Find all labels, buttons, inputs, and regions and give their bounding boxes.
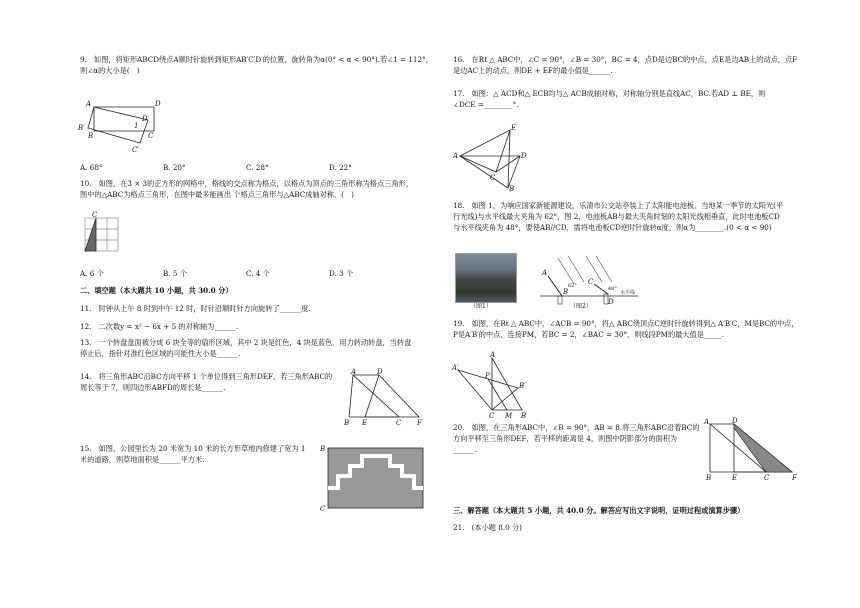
q10-option-a: A. 6 个 [80,269,104,278]
q10-option-d: D. 3 个 [329,269,354,278]
q9-label-bprime: B′ [78,124,85,132]
question-18-photo [455,253,517,303]
q9-label-dprime: D′ [142,115,150,123]
q17-label-b: B [509,185,515,193]
q9-label-d: D [155,100,161,108]
question-20-line2: 方向平移至三角形DEF，若平移的距离是 4，则图中阴影部分的面积为 [453,434,678,444]
q18-label-horizontal: 水平线 [620,290,636,296]
q9-label-b: B [88,132,94,140]
section-2-heading: 二、填空题（本大题共 10 小题，共 30.0 分） [80,286,233,295]
q18-fig2-caption: （图2） [570,303,592,310]
question-9 [80,54,433,76]
q9-option-c: C. 28° [246,163,269,172]
q17-label-a: A [453,152,459,160]
question-9-figure [78,100,162,160]
q14-label-d: D [377,368,383,376]
q17-label-c: C [490,174,496,182]
q14-label-e: E [362,419,368,427]
question-15-figure [320,444,430,514]
q14-label-b: B [344,419,350,427]
question-20-line1: 20. 如图，在三角形ABC中，∠B = 90°，AB = 8.将三角形ABC沿着BC的 [453,423,700,432]
q20-label-c: C [764,474,770,482]
q18-label-c: C [588,278,594,286]
q19-label-aprime: A′ [452,364,459,372]
question-19 [453,318,799,340]
q14-label-c: C [396,419,402,427]
q18-label-a: A [542,269,548,277]
q19-label-c: C [489,412,495,420]
question-11: 11. 时钟从上午 8 时到中午 12 时，时针沿顺时针方向旋转了______度. [80,304,311,313]
q9-label-cprime: C′ [132,146,139,154]
q9-option-b: B. 20° [163,163,186,172]
question-19-figure [452,352,542,422]
question-12: 12. 二次数y = x² − 6x + 5 的对称轴为______. [80,322,239,331]
question-18-diagram [538,254,658,306]
question-14-line2: 周长等于 7，则四边形ABFD的周长是______. [80,383,226,393]
question-20-line3: ______. [453,445,477,455]
q9-label-c: C [148,132,154,140]
question-10-options [80,268,412,279]
q19-label-bprime: B′ [519,382,526,390]
q20-label-b: B [706,474,712,482]
question-18-line2: 行光线)与水平线最大夹角为 62°，图 2，电池板AB与最大夹角时刻的太阳光线相垂直，此时电池板CD [453,212,780,222]
q10-label-c: C [92,211,98,219]
q9-option-a: A. 68° [80,163,103,172]
q20-label-e: E [732,474,738,482]
question-21: 21. (本小题 8.0 分) [453,523,522,532]
question-20 [453,422,700,455]
question-17 [453,88,765,110]
q18-angle-62: 62° [568,283,577,289]
question-14-line1: 14. 将三角形ABC沿BC方向平移 1 个单位得到三角形DEF，若三角形ABC的 [80,372,333,381]
question-13-line1: 13. 一个转盘盘面被分成 6 块全等的扇形区域，其中 2 块是红色，4 块是蓝色．用力转动转盘，当转盘 [80,338,412,347]
question-10-line2: 图中的△ABC为格点三角形，在图中最多能画出 个格点三角形与△ABC成轴对称．( ) [80,190,354,200]
question-16-line1: 16. 在Rt △ ABC中，∠C = 90°，∠B = 30°，BC = 4，点D是边BC的中点，点E是边AB上的动点，点F [453,55,798,64]
q19-label-b: B [521,412,527,420]
question-18-line3: 与水平线夹角为 48°，要使AB//CD，需将电池板CD逆时针旋转α度，则α为________.(0 < α < 90) [453,223,772,233]
question-15 [80,443,305,465]
q18-label-d: D [608,298,614,306]
question-18-line1: 18. 如图 1，为响应国家新能源建设，乐清市公交站亭装上了太阳能电池板．当地某一季节的太阳光(平 [453,201,784,210]
section-3-heading: 三、解答题（本大题共 5 小题，共 40.0 分。解答应写出文字说明，证明过程或演算步骤） [453,506,745,515]
question-9-line2: 则∠α的大小是( ) [80,66,140,76]
q9-label-1: 1 [134,122,139,130]
q9-label-a: A [86,100,92,108]
question-10-figure [82,211,122,259]
q17-label-d: D [521,152,527,160]
q10-option-c: C. 4 个 [246,269,270,278]
q20-label-a: A [704,418,710,426]
question-19-line1: 19. 如图，在Rt △ ABC中，∠ACB = 90°，将△ ABC绕顶点C逆时针旋转得到△ A′B′C，M是BC的中点， [453,319,799,328]
q9-option-d: D. 22° [329,163,352,172]
question-13-line2: 停止后，指针对准红色区域的可能性大小是______. [80,349,241,359]
question-10 [80,178,413,200]
question-15-line1: 15. 如图，公园里长为 20 米宽为 10 米的长方形草地内修建了宽为 1 [80,444,306,453]
question-9-line1: 9. 如图，将矩形ABCD绕点A顺时针旋转到矩形AB′C′D′的位置，旋转角为α(0° < α < 90°).若∠1 = 112°， [80,55,433,64]
q19-label-p: P [485,372,490,380]
question-16 [453,54,797,76]
q19-label-a: A [490,351,496,359]
question-19-line2: P是A′B′的中点，连接PM，若BC = 2，∠BAC = 30°，则线段PM的最大值是_____. [453,330,725,340]
question-14 [80,371,332,393]
q17-label-e: E [511,124,517,132]
q20-label-f: F [792,474,797,482]
question-17-figure [452,122,532,192]
q15-label-b: B [320,445,326,453]
q14-label-a: A [351,368,357,376]
q20-label-d: D [732,417,738,425]
question-9-options [80,162,412,173]
q19-label-m: M [505,412,513,420]
q18-fig1-caption: （图1） [470,303,492,310]
question-16-line2: 是边AC上的动点，则DE + EF的最小值是______. [453,66,613,76]
question-17-line2: ∠DCE =________°. [453,100,519,110]
question-10-line1: 10. 如图，在3 × 3的正方形的网格中，格线的交点称为格点，以格点为顶点的三角形称为格点三角形， [80,179,414,188]
question-17-line1: 17. 如图：△ ACD和△ ECB均与△ ACB成轴对称，对称轴分别是直线AC，BC.若AD ⊥ BE，则 [453,89,766,98]
question-18 [453,200,783,233]
q14-label-f: F [417,419,422,427]
question-20-figure [702,417,802,482]
question-15-line2: 米的道路，则草地面积是______平方米. [80,455,205,465]
q15-label-c: C [320,505,326,513]
q10-option-b: B. 5 个 [163,269,187,278]
q18-angle-48: 48° [608,286,617,292]
question-14-figure [343,370,433,425]
q18-label-b: B [563,288,569,296]
question-13 [80,337,411,359]
